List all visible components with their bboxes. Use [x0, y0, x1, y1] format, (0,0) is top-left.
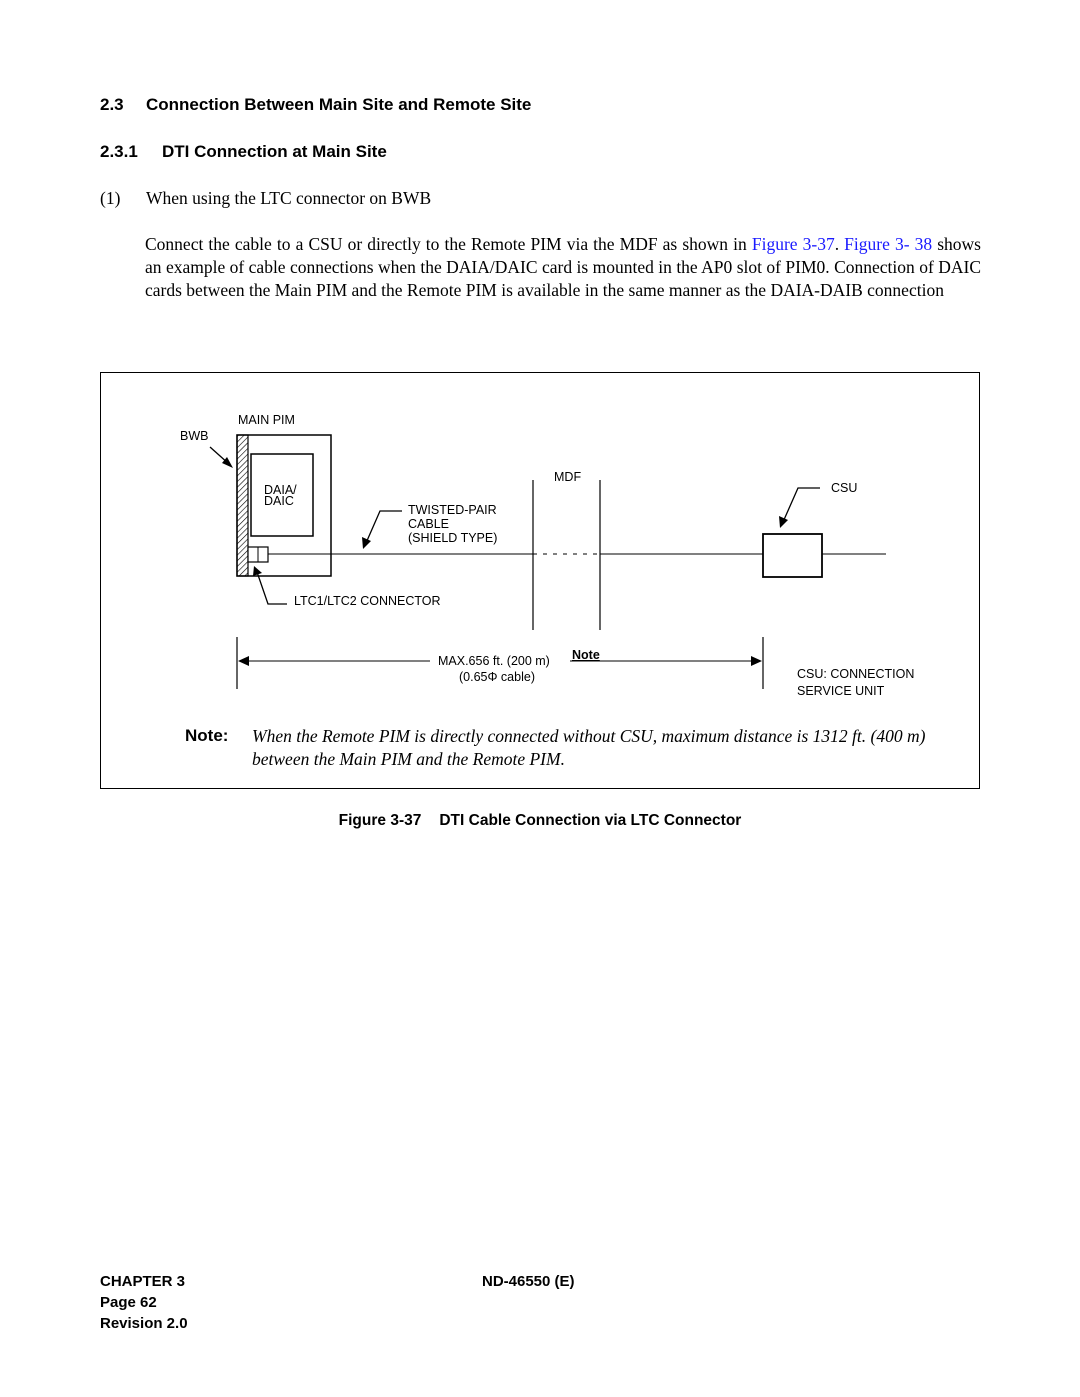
note-label-wrap [185, 725, 251, 746]
cable-label-2: CABLE [408, 517, 449, 531]
note-text: When the Remote PIM is directly connected without CSU, maximum distance is 1312 ft. (400 m) between the Main PIM and the Remote PIM. [252, 726, 926, 769]
note-reference: Note [572, 648, 600, 662]
cable-pointer [366, 511, 402, 543]
footer-page: Page 62 [100, 1294, 157, 1311]
max-distance-label: MAX.656 ft. (200 m) [438, 654, 550, 668]
subsection-title: DTI Connection at Main Site [162, 142, 387, 161]
paragraph-text: shows an example of cable connections when the DAIA/DAIC card is mounted in the AP0 slot of PIM0. Connection of DAIC cards between the Main PIM and the Remote PIM is available in the same manner as the DAIA-DAIB connection [145, 234, 981, 300]
footer-left [100, 1271, 188, 1334]
subsection-number: 2.3.1 [100, 142, 138, 161]
figure-caption-title: DTI Cable Connection via LTC Connector [439, 812, 742, 829]
connector-pointer [257, 572, 287, 604]
dimension-arrow-left [238, 656, 249, 666]
footer-revision: Revision 2.0 [100, 1315, 188, 1332]
list-item-text: When using the LTC connector on BWB [146, 188, 432, 208]
mdf-label: MDF [554, 470, 582, 484]
csu-label: CSU [831, 481, 858, 495]
note-label: Note: [185, 726, 229, 745]
bwb-backplane [237, 435, 248, 576]
section-number: 2.3 [100, 95, 124, 114]
daia-label-2: DAIC [264, 494, 294, 508]
figure-caption [0, 812, 1080, 830]
figure-link-3-37[interactable]: Figure 3-37 [751, 234, 835, 254]
main-pim-label: MAIN PIM [238, 413, 295, 427]
list-item-number: (1) [100, 188, 121, 208]
csu-pointer [783, 488, 820, 522]
csu-definition-2: SERVICE UNIT [797, 684, 885, 698]
footer-chapter: CHAPTER 3 [100, 1273, 186, 1290]
dimension-arrow-right [751, 656, 762, 666]
figure-link-part: Figure 3- [844, 234, 910, 254]
section-title: Connection Between Main Site and Remote Site [146, 95, 532, 114]
cable-spec-label: (0.65Φ cable) [459, 670, 535, 684]
cable-label-1: TWISTED-PAIR [408, 503, 497, 517]
figure-caption-label: Figure 3-37 [338, 812, 422, 829]
figure-link-part: 38 [914, 234, 933, 254]
paragraph-text: Connect the cable to a CSU or directly to the Remote PIM via the MDF as shown in [145, 234, 752, 254]
csu-box [763, 534, 822, 577]
csu-definition-1: CSU: CONNECTION [797, 667, 915, 681]
daia-label-1: DAIA/ [264, 483, 297, 497]
cable-label-3: (SHIELD TYPE) [408, 531, 498, 545]
connector-label: LTC1/LTC2 CONNECTOR [294, 594, 441, 608]
bwb-label: BWB [180, 429, 209, 443]
paragraph-text: . [834, 234, 845, 254]
footer-doc-id: ND-46550 (E) [482, 1273, 575, 1290]
